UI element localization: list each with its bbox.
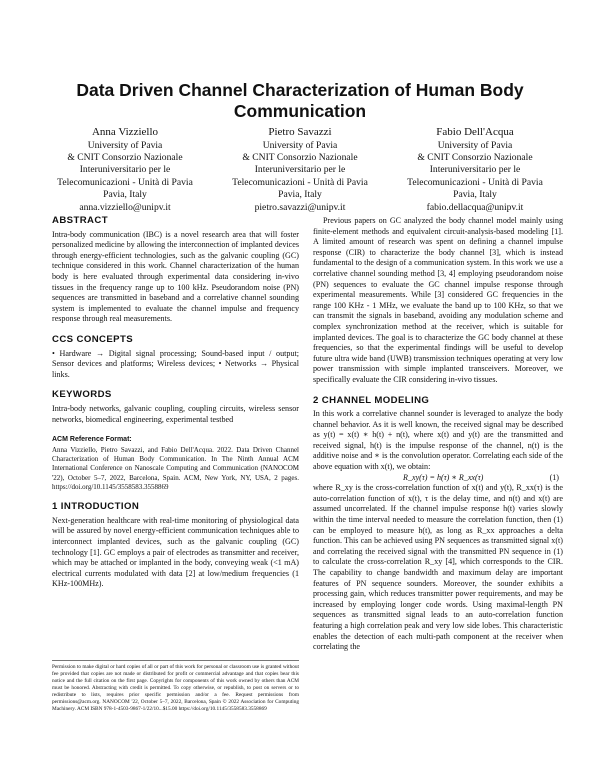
author-name: Fabio Dell'Acqua	[436, 126, 514, 138]
author-location: Pavia, Italy	[453, 189, 497, 201]
author-affiliation: University of Pavia	[437, 139, 513, 151]
abstract-section	[52, 216, 299, 325]
author-3	[390, 126, 560, 214]
abstract-heading: ABSTRACT	[52, 215, 108, 226]
author-email: pietro.savazzi@unipv.it	[254, 201, 346, 213]
paper-title: Data Driven Channel Characterization of Human Body Communication	[76, 80, 524, 121]
keywords-heading: KEYWORDS	[52, 389, 112, 401]
ccs-text: • Hardware → Digital signal processing; Sound-based input / output; Sensor devices and platforms; Wireless devices; • Networks → Physical links.	[52, 348, 299, 379]
author-affiliation: Interuniversitario per le	[429, 164, 521, 176]
author-affiliation: Telecomunicazioni - Unità di Pavia	[407, 176, 543, 188]
reference-format-text: Anna Vizziello, Pietro Savazzi, and Fabio Dell'Acqua. 2022. Data Driven Channel Characterization of Human Body Communication. In The Ninth Annual ACM International Conference on Nanoscale Computing and Communication (NANOCOM '22), October 5–7, 2022, Barcelona, Spain. ACM, New York, NY, USA, 2 pages. https://doi.org/10.1145/3558583.3558869	[52, 445, 299, 491]
channel-modeling-paragraph-1: In this work a correlative channel sounder is leveraged to analyze the body channel behavior. As it is well known, the received signal may be described as y(t) = x(t) ∗ h(t) + n(t), where x(t) and y(t) are the transmitted and received signal, h(t) is the impulse response of the channel, n(t) is the additive noise and ∗ is the convolution operator. Correlating each side of the above equation with x(t), we obtain:	[313, 409, 563, 472]
author-affiliation: & CNIT Consorzio Nazionale	[67, 151, 183, 163]
author-location: Pavia, Italy	[103, 189, 147, 201]
author-2	[215, 126, 385, 214]
author-block	[40, 126, 560, 214]
author-location: Pavia, Italy	[278, 189, 322, 201]
keywords-section	[52, 390, 299, 425]
channel-modeling-paragraph-2: where R_xy is the cross-correlation function of x(t) and y(t), R_xx(τ) is the auto-correlation function of x(t), τ is the delay time, and n(t) and x(t) are assumed uncorrelated. If the channel impulse response h(t) varies slowly within the time interval needed to measure the correlation function, then (1) can be employed to measure h(t), as long as R_xx approaches a delta function. This can be achieved using PN sequences as transmitted signal x(t) and correlating the received signal with the transmitted PN sequence in (1) to calculate the cross-correlation R_xy [4], which corresponds to the CIR. The capability to change bandwidth and maximum delay are important features of PN sequence sounders. Moreover, the sounder exhibits a processing gain, which reduces transmitter power requirements, and may be increased by employing longer code words. Using maximal-length PN sequences as transmitted signal leads to an auto-correlation function featuring a high correlation peak and very low side lobes. This characteristic enables the detection of each multi-path component at the receiver when correlating the	[313, 483, 563, 652]
author-email: fabio.dellacqua@unipv.it	[426, 201, 524, 213]
author-name: Pietro Savazzi	[268, 126, 332, 138]
author-affiliation: University of Pavia	[262, 139, 338, 151]
introduction-heading: 1 INTRODUCTION	[52, 501, 140, 513]
channel-modeling-section	[313, 396, 563, 653]
introduction-section	[52, 502, 299, 590]
permission-footnote: Permission to make digital or hard copies of all or part of this work for personal or classroom use is granted without fee provided that copies are not made or distributed for profit or commercial advantage and that copies bear this notice and the full citation on the first page. Copyrights for components of this work owned by others than ACM must be honored. Abstracting with credit is permitted. To copy otherwise, or republish, to post on servers or to redistribute to lists, requires prior specific permission and/or a fee. Request permissions from permissions@acm.org. NANOCOM '22, October 5–7, 2022, Barcelona, Spain © 2022 Association for Computing Machinery. ACM ISBN 978-1-4503-9867-1/22/10...$15.00 https://doi.org/10.1145/3558583.3558869	[52, 660, 299, 713]
right-column	[313, 216, 563, 663]
ccs-section	[52, 335, 299, 380]
introduction-paragraph-2: Previous papers on GC analyzed the body channel model mainly using finite-element methods and equivalent circuit-analysis-based modeling [1]. A limited amount of research was spent on defining a channel impulse response (CIR) to characterize the body channel [3], which is instead fundamental to the design of a communication system. In this work we use a correlative channel sounding method [3, 4] employing pseudorandom noise (PN) sequences to evaluate the GC channel impulse response through experimental measurements. While [3] considered GC frequencies in the range 100 KHz - 1 MHz, we evaluate the band up to 100 KHz, so that we can transmit the signals in baseband, avoiding any modulation scheme and complex synchronization method at the receiver, which is suitable for implanted devices. The goal is to characterize the GC body channel at these frequencies, so that the experimental findings will be useful to develop future ultra wide band (UWB) transmission techniques operating at very low power transmission with simple implanted transceivers. Moreover, we specifically evaluate the CIR considering in-vivo tissues.	[313, 216, 563, 384]
equation-1	[313, 473, 563, 484]
author-1	[40, 126, 210, 214]
abstract-text: Intra-body communication (IBC) is a novel research area that will foster personalized medicine by allowing the interconnection of implanted devices through energy-efficient technologies, such as the galvanic coupling (GC) technique considered in this work. Channel characterization of the human body is here evaluated through experimental data considering in-vivo tissues in the frequency range up to 100 kHz. Pseudorandom noise (PN) sequences are transmitted in baseband and a correlative channel sounding system is implemented to evaluate the channel impulse and frequency response through real measurements.	[52, 229, 299, 324]
author-name: Anna Vizziello	[91, 126, 159, 138]
author-affiliation: Telecomunicazioni - Unità di Pavia	[57, 176, 193, 188]
equation-body: R_xy(τ) = h(τ) ∗ R_xx(τ)	[403, 472, 484, 482]
equation-number: (1)	[549, 472, 559, 482]
ccs-heading: CCS CONCEPTS	[52, 333, 134, 345]
author-affiliation: & CNIT Consorzio Nazionale	[242, 151, 358, 163]
reference-format-section	[52, 435, 299, 492]
introduction-text: Next-generation healthcare with real-time monitoring of physiological data will be assured by novel energy-efficient communication techniques able to interconnect implanted devices, such as the galvanic coupling (GC) technology [1]. GC employs a pair of electrodes as transmitter and receiver, which may be attached or implanted in the body, conveying weak (<1 mA) electrical currents modulated with data [2] at low/medium frequencies (1 KHz-100MHz).	[52, 515, 299, 589]
author-email: anna.vizziello@unipv.it	[79, 201, 171, 213]
author-affiliation: Interuniversitario per le	[79, 164, 171, 176]
reference-format-heading: ACM Reference Format:	[52, 436, 132, 444]
keywords-text: Intra-body networks, galvanic coupling, coupling circuits, wireless sensor networks, biomedical engineering, experimental testbed	[52, 403, 299, 424]
author-affiliation: University of Pavia	[87, 139, 163, 151]
left-column	[52, 216, 299, 600]
introduction-continued	[313, 216, 563, 386]
author-affiliation: Telecomunicazioni - Unità di Pavia	[232, 176, 368, 188]
author-affiliation: Interuniversitario per le	[254, 164, 346, 176]
channel-modeling-heading: 2 CHANNEL MODELING	[313, 394, 430, 406]
author-affiliation: & CNIT Consorzio Nazionale	[417, 151, 533, 163]
